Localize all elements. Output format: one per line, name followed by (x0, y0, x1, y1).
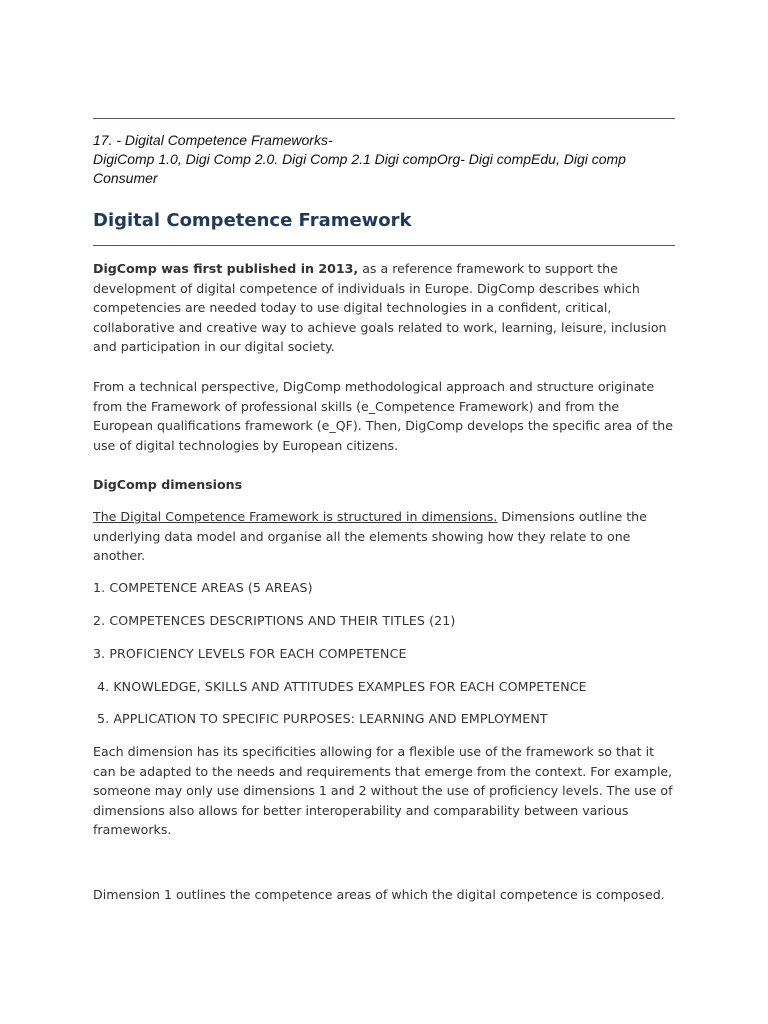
specificities-paragraph: Each dimension has its specificities allowing for a flexible use of the framework so that it can be adapted to the needs and requirements that emerge from the context. For example, someone may only use dimensions 1 and 2 without the use of proficiency levels. The use of dimensions also allows for better interoperability and comparability between various frameworks. (93, 744, 673, 838)
section-header (93, 131, 675, 188)
technical-paragraph: From a technical perspective, DigComp methodological approach and structure originate from the Framework of professional skills (e_Competence Framework) and from the European qualifications framework (e_QF). Then, DigComp develops the specific area of the use of digital technologies by European citizens. (93, 379, 674, 453)
list-item: 4. KNOWLEDGE, SKILLS AND ATTITUDES EXAMPLES FOR EACH COMPETENCE (97, 679, 587, 694)
intro-bold: DigComp was first published in 2013, (93, 261, 359, 276)
dimension1-paragraph: Dimension 1 outlines the competence areas of which the digital competence is composed. (93, 887, 665, 902)
section-header-line1: 17. - Digital Competence Frameworks- (93, 132, 333, 148)
list-item: 3. PROFICIENCY LEVELS FOR EACH COMPETENCE (93, 646, 407, 661)
page-title: Digital Competence Framework (93, 210, 412, 231)
title-divider (93, 245, 675, 246)
dimensions-underlined: The Digital Competence Framework is structured in dimensions. (93, 509, 498, 524)
list-item: 2. COMPETENCES DESCRIPTIONS AND THEIR TITLES (21) (93, 613, 456, 628)
intro-text: as a reference framework to support the development of digital competence of individuals in Europe. DigComp describes which competencies are needed today to use digital technologies in a confident, critical, collaborative and creative way to achieve goals related to work, learning, leisure, inclusion and participation in our digital society. (93, 261, 667, 355)
list-item: 5. APPLICATION TO SPECIFIC PURPOSES: LEARNING AND EMPLOYMENT (97, 711, 548, 726)
section-header-line2: DigiComp 1.0, Digi Comp 2.0. Digi Comp 2.1 Digi compOrg- Digi compEdu, Digi comp Consumer (93, 151, 626, 186)
dimensions-intro-paragraph (93, 507, 675, 566)
dimensions-intro-text: Dimensions outline the underlying data model and organise all the elements showing how they relate to one another. (93, 509, 647, 564)
top-divider (93, 118, 675, 119)
dimensions-heading: DigComp dimensions (93, 477, 243, 492)
intro-paragraph (93, 259, 675, 357)
list-item: 1. COMPETENCE AREAS (5 AREAS) (93, 580, 313, 595)
